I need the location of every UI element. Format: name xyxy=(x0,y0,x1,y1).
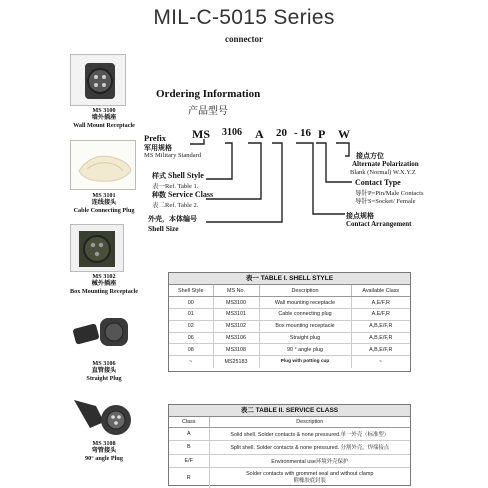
prefix-cn: 军用规格 xyxy=(144,144,172,152)
table-cell: E/F xyxy=(169,454,209,468)
table-row xyxy=(169,441,410,455)
code-part-dash: - xyxy=(294,127,298,139)
table-cell: R xyxy=(169,468,209,488)
code-part-p: P xyxy=(318,127,326,141)
table-cell: 01 xyxy=(169,309,213,321)
prefix-label: Prefix xyxy=(144,133,167,143)
ms3101-caption: MS 3101 连线接头 Cable Connecting Plug xyxy=(73,192,135,214)
table-cell: Straight plug xyxy=(259,332,351,344)
service-class-label: 种数 Service Class xyxy=(152,190,214,199)
contact-arr-cn: 接点规格 xyxy=(346,212,374,220)
table-row xyxy=(169,332,410,344)
code-part-a: A xyxy=(255,127,264,141)
shell-size-cn: 外壳，本体编号 xyxy=(148,215,197,223)
table-cell: Box mounting receptacle xyxy=(259,320,351,332)
table-row xyxy=(169,297,410,309)
page-title: MIL-C-5015 Series xyxy=(153,6,335,29)
table-cell: MS3101 xyxy=(213,309,259,321)
code-part-16: 16 xyxy=(300,127,311,139)
table-cell: A,B,E/F,R xyxy=(351,320,410,332)
table-cell: Cable connecting plug xyxy=(259,309,351,321)
table2-grid xyxy=(169,417,410,488)
table-cell: A xyxy=(169,427,209,441)
table-cell: 00 xyxy=(169,297,213,309)
code-part-20: 20 xyxy=(276,127,287,139)
table1-header: Available Class xyxy=(351,285,410,297)
table-cell: Wall mounting receptacle xyxy=(259,297,351,309)
table-cell: A,B,E/F,R xyxy=(351,332,410,344)
table-cell: Solder contacts with grommet seal and without clamp 附橡胶底封装 xyxy=(246,471,374,485)
ordering-title: Ordering Information xyxy=(156,88,261,100)
table-cell: Environmental use环境外壳保护 xyxy=(209,454,410,468)
table-cell: Split shell. Solder contacts & none pressured. 分割外壳，焊端接点 xyxy=(209,441,410,455)
shell-style-ref: 表一Ref. Table 1. xyxy=(152,183,199,190)
shell-style-label: 样式 Shell Style xyxy=(152,171,204,180)
table-cell: A,E/F,R xyxy=(351,297,410,309)
table-cell: A,B,E/F,R xyxy=(351,344,410,356)
table-row xyxy=(169,468,410,488)
ordering-title-cn: 产品型号 xyxy=(188,106,228,117)
table-cell: Plug with potting cup xyxy=(259,356,351,368)
code-part-w: W xyxy=(338,127,350,141)
shell-style-table xyxy=(168,272,411,372)
table-cell: 90 ° angle plug xyxy=(259,344,351,356)
table1-header: Shell Style xyxy=(169,285,213,297)
table-cell: MS25183 xyxy=(213,356,259,368)
table1-header: Description xyxy=(259,285,351,297)
contact-type-s: 导针S=Socket/ Female xyxy=(355,198,416,205)
table-cell: B xyxy=(169,441,209,455)
table-cell: MS3100 xyxy=(213,297,259,309)
table-row xyxy=(169,320,410,332)
table-row xyxy=(169,454,410,468)
table-cell: MS3108 xyxy=(213,344,259,356)
alt-pol-label: Alternate Polarization xyxy=(352,160,419,168)
table2-header: Class xyxy=(169,417,209,427)
alt-pol-cn: 接点方位 xyxy=(356,152,384,160)
table-row xyxy=(169,427,410,441)
alt-pol-desc: Blank (Normal) W.X.Y.Z xyxy=(350,169,416,176)
prefix-desc: MS Military Standard xyxy=(144,152,202,159)
table1-header: MS No. xyxy=(213,285,259,297)
table-cell: ~ xyxy=(169,356,213,368)
table-cell: 08 xyxy=(169,344,213,356)
table-row xyxy=(169,356,410,368)
service-class-ref: 表二Ref. Table 2. xyxy=(152,202,199,209)
code-part-3106: 3106 xyxy=(222,127,242,138)
ms3108-caption: MS 3108 弯管接头 90° angle Plug xyxy=(85,440,123,462)
table-row xyxy=(169,344,410,356)
table-cell: Solid shell. Solder contacts & none pressured.单一外壳（标准型） xyxy=(209,427,410,441)
ms3102-caption: MS 3102 械外插座 Box Mounting Receptacle xyxy=(69,273,139,295)
table-cell: A,E/F,R xyxy=(351,309,410,321)
table2-title: 表二 TABLE II. SERVICE CLASS xyxy=(169,405,410,417)
table-cell: MS3106 xyxy=(213,332,259,344)
table2-header: Description xyxy=(209,417,410,427)
contact-arr-label: Contact Arrangement xyxy=(346,220,412,228)
ms3100-caption: MS 3100 墙外插座 Wall Mount Receptacle xyxy=(73,107,135,129)
page-subtitle: connector xyxy=(225,34,263,44)
contact-type-label: Contact Type xyxy=(355,178,401,187)
table1-grid xyxy=(169,285,410,368)
service-class-table xyxy=(168,404,411,486)
table-cell: ~ xyxy=(379,358,383,365)
table-cell: 06 xyxy=(169,332,213,344)
table-cell: 02 xyxy=(169,320,213,332)
table1-title: 表一 TABLE I. SHELL STYLE xyxy=(169,273,410,285)
ms3106-caption: MS 3106 直管接头 Straight Plug xyxy=(86,360,122,382)
contact-type-p: 导针P=Pin/Male Contacts xyxy=(355,190,424,197)
table-row xyxy=(169,309,410,321)
shell-size-label: Shell Size xyxy=(148,224,179,233)
table-cell: MS3102 xyxy=(213,320,259,332)
code-part-ms: MS xyxy=(192,127,210,141)
